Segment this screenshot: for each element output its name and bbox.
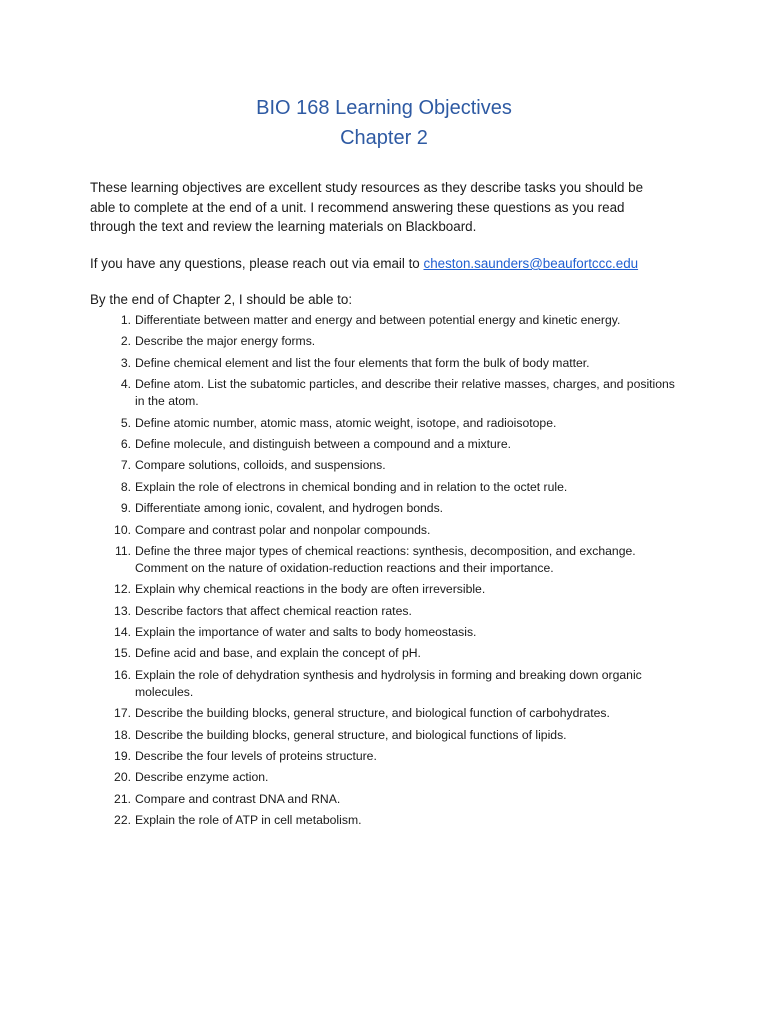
- objective-text: Compare solutions, colloids, and suspensions.: [135, 458, 386, 473]
- objective-item: [90, 479, 680, 496]
- contact-text: If you have any questions, please reach out via email to: [90, 256, 420, 271]
- objective-item: [90, 581, 680, 598]
- objective-text: Explain the role of ATP in cell metabolism.: [135, 813, 362, 828]
- objective-number: 9.: [120, 501, 131, 516]
- objective-item: [90, 748, 680, 765]
- objective-text: Define chemical element and list the four elements that form the bulk of body matter.: [135, 355, 590, 370]
- objective-item: [90, 436, 680, 453]
- objectives-list: [90, 312, 680, 834]
- objective-text: Describe enzyme action.: [135, 770, 269, 785]
- objective-item: [90, 645, 680, 662]
- objective-number: 4.: [120, 377, 131, 392]
- objective-text: Define the three major types of chemical reactions: synthesis, decomposition, and exchange. Comment on the nature of oxidation-reduction reactions and their importance.: [135, 543, 636, 575]
- objective-item: [90, 376, 680, 410]
- objective-number: 10.: [114, 522, 131, 537]
- objective-item: [90, 312, 680, 329]
- objective-item: [90, 333, 680, 350]
- objective-number: 8.: [120, 479, 131, 494]
- objective-number: 3.: [120, 355, 131, 370]
- intro-paragraph: These learning objectives are excellent study resources as they describe tasks you should be able to complete at the end of a unit. I recommend answering these questions as you read through the text and review the learning materials on Blackboard.: [90, 180, 644, 234]
- objective-number: 18.: [114, 727, 131, 742]
- objective-text: Describe the building blocks, general structure, and biological function of carbohydrates.: [135, 706, 610, 721]
- objective-text: Compare and contrast DNA and RNA.: [135, 791, 341, 806]
- objective-text: Explain the importance of water and salts to body homeostasis.: [135, 625, 477, 640]
- objective-number: 1.: [120, 313, 131, 327]
- objective-item: [90, 522, 680, 539]
- contact-paragraph: [90, 254, 690, 273]
- objective-number: 14.: [114, 625, 131, 640]
- objective-item: [90, 543, 680, 577]
- objective-text: Compare and contrast polar and nonpolar compounds.: [135, 522, 431, 537]
- objective-number: 12.: [114, 582, 131, 597]
- objective-number: 2.: [120, 334, 131, 349]
- objective-number: 21.: [114, 791, 131, 806]
- objective-text: Define molecule, and distinguish between a compound and a mixture.: [135, 436, 512, 451]
- objective-number: 11.: [114, 543, 131, 558]
- objective-item: [90, 355, 680, 372]
- objective-item: [90, 603, 680, 620]
- objective-text: Define atom. List the subatomic particles, and describe their relative masses, charges, and positions in the atom.: [135, 377, 675, 409]
- objective-number: 13.: [114, 603, 131, 618]
- objective-text: Differentiate between matter and energy and between potential energy and kinetic energy.: [135, 313, 621, 327]
- objective-item: [90, 812, 680, 829]
- objective-item: [90, 791, 680, 808]
- objective-number: 15.: [114, 646, 131, 661]
- objective-text: Define atomic number, atomic mass, atomic weight, isotope, and radioisotope.: [135, 415, 557, 430]
- objective-number: 17.: [114, 706, 131, 721]
- objective-item: [90, 769, 680, 786]
- objective-number: 6.: [120, 436, 131, 451]
- objective-number: 19.: [114, 749, 131, 764]
- document-title: [0, 93, 768, 153]
- objective-item: [90, 500, 680, 517]
- objective-item: [90, 624, 680, 641]
- objective-item: [90, 727, 680, 744]
- objective-text: Explain the role of dehydration synthesis and hydrolysis in forming and breaking down organic molecules.: [135, 667, 642, 699]
- objective-text: Define acid and base, and explain the concept of pH.: [135, 646, 421, 661]
- title-line-course: BIO 168 Learning Objectives: [256, 97, 512, 119]
- objective-text: Explain why chemical reactions in the body are often irreversible.: [135, 582, 486, 597]
- objective-item: [90, 705, 680, 722]
- objective-number: 20.: [114, 770, 131, 785]
- email-link[interactable]: cheston.saunders@beaufortccc.edu: [423, 256, 639, 271]
- objective-text: Describe the building blocks, general structure, and biological functions of lipids.: [135, 727, 567, 742]
- objective-item: [90, 457, 680, 474]
- objectives-lead: By the end of Chapter 2, I should be able to:: [90, 292, 353, 307]
- objective-number: 5.: [120, 415, 131, 430]
- objective-text: Explain the role of electrons in chemical bonding and in relation to the octet rule.: [135, 479, 568, 494]
- objective-text: Describe factors that affect chemical reaction rates.: [135, 603, 412, 618]
- objective-text: Describe the major energy forms.: [135, 334, 316, 349]
- objective-text: Differentiate among ionic, covalent, and hydrogen bonds.: [135, 501, 444, 516]
- objective-number: 7.: [120, 458, 131, 473]
- objective-text: Describe the four levels of proteins structure.: [135, 749, 377, 764]
- objective-item: [90, 415, 680, 432]
- objective-number: 22.: [114, 813, 131, 828]
- objective-item: [90, 667, 680, 701]
- title-line-chapter: Chapter 2: [340, 127, 428, 149]
- objective-number: 16.: [114, 667, 131, 682]
